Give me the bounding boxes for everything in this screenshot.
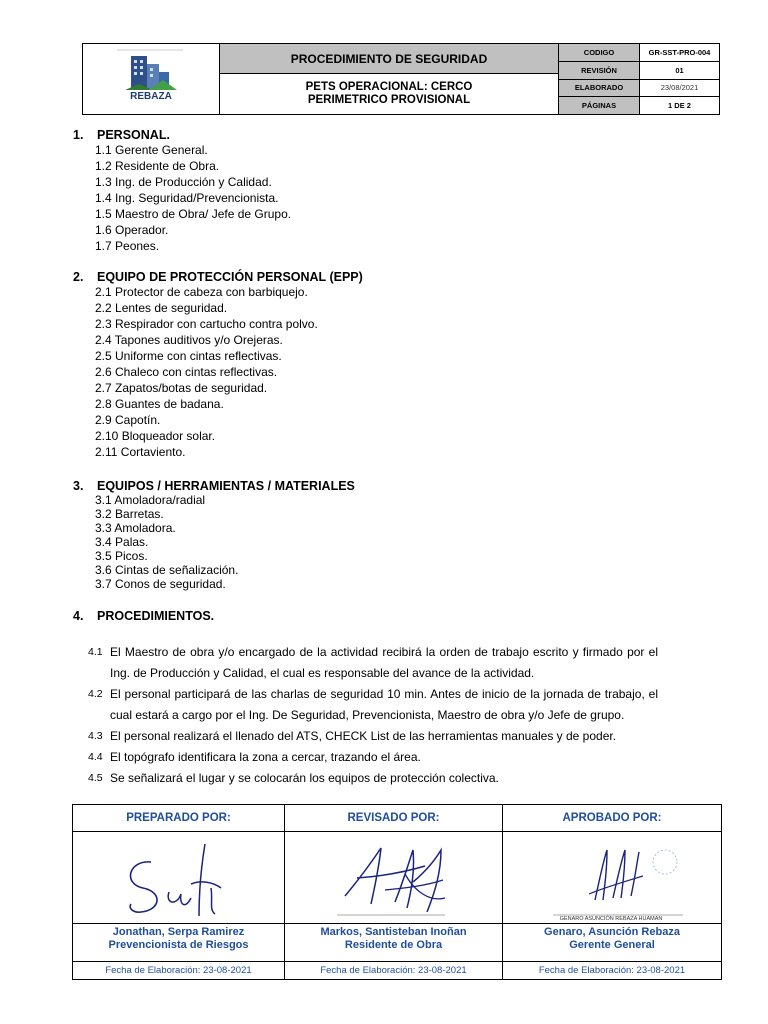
section-procedures xyxy=(73,609,214,623)
section-personal xyxy=(73,128,291,254)
logo-text: REBAZA xyxy=(130,91,172,102)
list-item: 2.2 Lentes de seguridad. xyxy=(95,301,228,315)
procedures-list xyxy=(88,642,658,789)
section-heading: 2. EQUIPO DE PROTECCIÓN PERSONAL (EPP) xyxy=(73,270,363,284)
procedure-item: 4.5 Se señalizará el lugar y se colocarán los equipos de protección colectiva. xyxy=(88,771,499,785)
section-heading: 1. PERSONAL. xyxy=(73,128,170,142)
list-item: 2.11 Cortaviento. xyxy=(95,445,186,459)
personal-list xyxy=(73,142,291,254)
document-meta xyxy=(559,44,719,114)
signature-heading: PREPARADO POR: xyxy=(73,805,284,832)
list-item: 3.3 Amoladora. xyxy=(95,521,176,535)
list-item: 3.7 Conos de seguridad. xyxy=(95,577,226,591)
list-item: 1.6 Operador. xyxy=(95,223,169,237)
list-item: 1.1 Gerente General. xyxy=(95,143,208,157)
meta-value-code: GR-SST-PRO-004 xyxy=(648,47,711,57)
list-item: 3.1 Amoladora/radial xyxy=(95,493,206,507)
list-item: 2.3 Respirador con cartucho contra polvo. xyxy=(95,317,318,331)
list-item: 3.2 Barretas. xyxy=(95,507,164,521)
meta-value-pages: 1 DE 2 xyxy=(668,101,691,111)
list-item: 3.6 Cintas de señalización. xyxy=(95,563,239,577)
procedure-item: 4.4 El topógrafo identificara la zona a cercar, trazando el área. xyxy=(88,750,421,764)
signature-reviewed xyxy=(285,805,503,979)
meta-key-revision: REVISIÓN xyxy=(559,62,640,79)
list-item: 1.2 Residente de Obra. xyxy=(95,159,220,173)
signer-block xyxy=(73,924,284,962)
meta-value-elaborated: 23/08/2021 xyxy=(660,83,699,93)
section-heading: 4. PROCEDIMIENTOS. xyxy=(73,609,215,623)
list-item: 3.5 Picos. xyxy=(95,549,148,563)
section-heading: 3. EQUIPOS / HERRAMIENTAS / MATERIALES xyxy=(73,479,355,493)
building-logo-icon xyxy=(83,44,219,114)
signature-date: Fecha de Elaboración: 23-08-2021 xyxy=(538,965,686,976)
signature-area xyxy=(503,832,721,924)
list-item: 1.3 Ing. de Producción y Calidad. xyxy=(95,175,272,189)
list-item: 2.10 Bloqueador solar. xyxy=(95,429,216,443)
equipment-list xyxy=(73,493,355,591)
signature-area xyxy=(285,832,502,924)
company-logo xyxy=(83,44,220,114)
section-epp xyxy=(73,270,363,460)
signature-date: Fecha de Elaboración: 23-08-2021 xyxy=(320,965,467,976)
signer-name: Markos, Santisteban Inoñan xyxy=(320,926,467,938)
signer-block xyxy=(503,924,721,962)
document-subtitle: PETS OPERACIONAL: CERCO PERIMETRICO PROVISIONAL xyxy=(305,81,473,106)
signer-role: Residente de Obra xyxy=(344,939,443,951)
epp-list xyxy=(73,284,363,460)
document-header xyxy=(82,43,720,115)
list-item: 1.5 Maestro de Obra/ Jefe de Grupo. xyxy=(95,207,292,221)
signature-prepared xyxy=(73,805,285,979)
section-equipment xyxy=(73,479,355,591)
document-title: PROCEDIMIENTO DE SEGURIDAD xyxy=(220,44,558,74)
list-item: 2.8 Guantes de badana. xyxy=(95,397,224,411)
handwritten-signature-icon xyxy=(503,832,719,922)
signer-name: Genaro, Asunción Rebaza xyxy=(544,926,680,938)
procedure-item: 4.2 El personal participará de las charlas de seguridad 10 min. Antes de inicio de la jornada de trabajo, el cual estará a cargo por el Ing. De Seguridad, Prevencionista, Maestro de obra y/o Jefe de grupo. xyxy=(88,687,658,722)
meta-key-pages: PÁGINAS xyxy=(559,97,640,114)
signer-block xyxy=(285,924,502,962)
list-item: 2.9 Capotín. xyxy=(95,413,161,427)
list-item: 2.7 Zapatos/botas de seguridad. xyxy=(95,381,268,395)
list-item: 1.7 Peones. xyxy=(95,239,160,253)
signer-role: Prevencionista de Riesgos xyxy=(108,939,249,951)
list-item: 2.6 Chaleco con cintas reflectivas. xyxy=(95,365,278,379)
signer-role: Gerente General xyxy=(569,939,655,951)
list-item: 3.4 Palas. xyxy=(95,535,149,549)
list-item: 2.4 Tapones auditivos y/o Orejeras. xyxy=(95,333,283,347)
handwritten-signature-icon xyxy=(73,832,283,922)
meta-value-revision: 01 xyxy=(675,65,684,75)
signer-name: Jonathan, Serpa Ramirez xyxy=(112,926,245,938)
signature-area xyxy=(73,832,284,924)
signature-heading: APROBADO POR: xyxy=(503,805,721,832)
meta-key-code: CODIGO xyxy=(559,44,640,61)
handwritten-signature-icon xyxy=(285,832,501,922)
signature-date: Fecha de Elaboración: 23-08-2021 xyxy=(105,965,252,976)
signature-heading: REVISADO POR: xyxy=(285,805,502,832)
meta-key-elaborated: ELABORADO xyxy=(559,80,640,97)
procedure-item: 4.1 El Maestro de obra y/o encargado de la actividad recibirá la orden de trabajo escrito y firmado por el Ing. de Producción y Calidad, el cual es responsable del avance de la actividad. xyxy=(88,645,658,680)
list-item: 2.1 Protector de cabeza con barbiquejo. xyxy=(95,285,308,299)
signature-table xyxy=(72,804,722,980)
procedure-item: 4.3 El personal realizará el llenado del ATS, CHECK List de las herramientas manuales y de poder. xyxy=(88,729,617,743)
list-item: 2.5 Uniforme con cintas reflectivas. xyxy=(95,349,282,363)
list-item: 1.4 Ing. Seguridad/Prevencionista. xyxy=(95,191,279,205)
signer-caption: GENARO ASUNCIÓN REBAZA HUAMAN xyxy=(559,916,663,922)
signature-approved xyxy=(503,805,721,979)
